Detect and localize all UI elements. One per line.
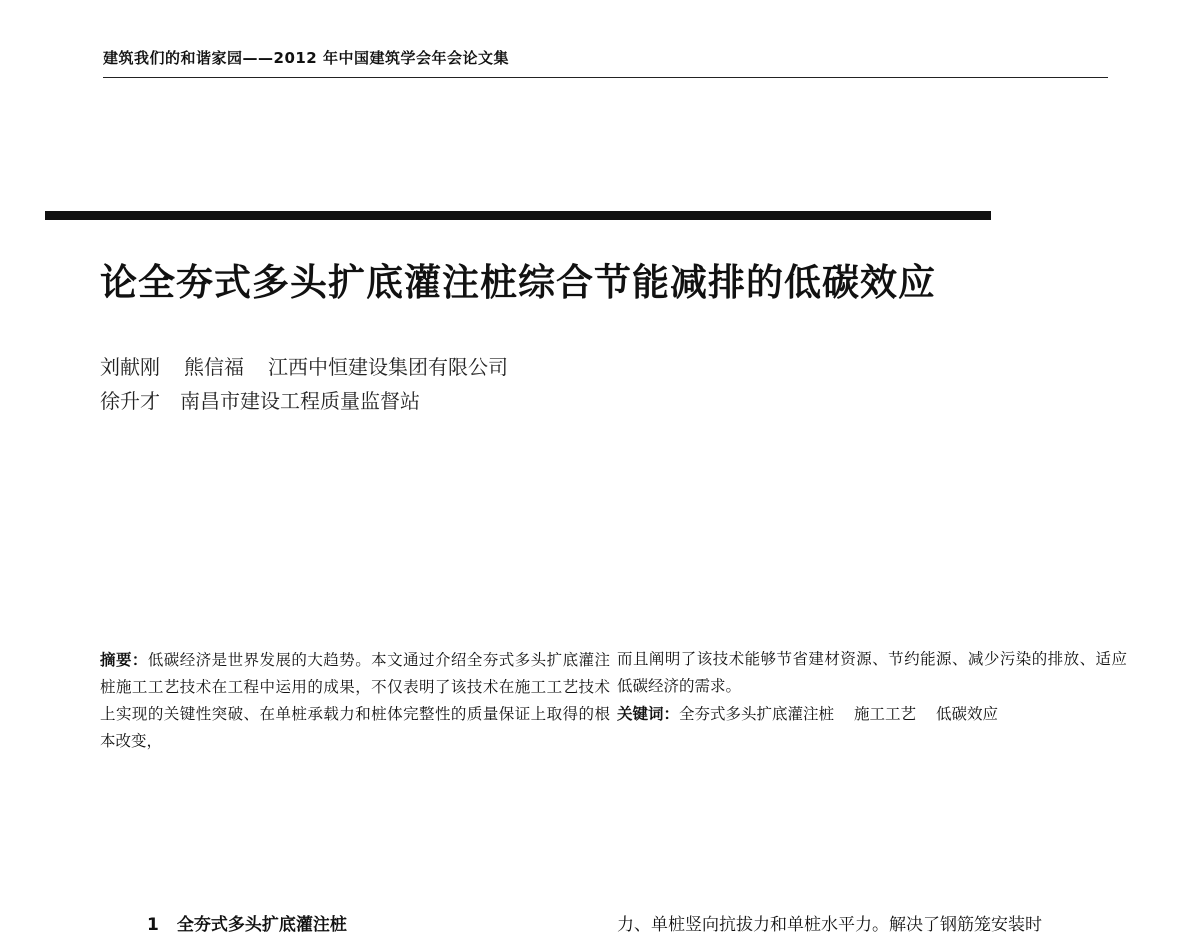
keywords-label: 关键词： xyxy=(617,704,680,723)
author-name: 刘献刚 xyxy=(100,355,160,379)
author-name: 徐升才 xyxy=(100,389,160,413)
section-title: 全夯式多头扩底灌注桩 xyxy=(176,915,347,935)
author-name: 熊信福 xyxy=(184,355,244,379)
abstract-text-right: 而且阐明了该技术能够节省建材资源、节约能源、减少污染的排放、适应低碳经济的需求。 xyxy=(617,650,1127,695)
header-rule xyxy=(103,77,1108,78)
running-header: 建筑我们的和谐家园——2012 年中国建筑学会年会论文集 xyxy=(103,49,509,67)
paper-title: 论全夯式多头扩底灌注桩综合节能减排的低碳效应 xyxy=(100,261,936,304)
author-line-2 xyxy=(100,385,420,414)
author-line-1 xyxy=(100,351,508,380)
abstract-text-left: 低碳经济是世界发展的大趋势。本文通过介绍全夯式多头扩底灌注桩施工工艺技术在工程中运用的成果，不仅表明了该技术在施工工艺技术上实现的关键性突破、在单桩承载力和桩体完整性的质量保证上取得的根本改变， xyxy=(100,651,610,750)
keywords-line xyxy=(617,700,1127,728)
section-number: 1 xyxy=(147,915,159,935)
keyword: 施工工艺 xyxy=(854,705,917,723)
keyword: 全夯式多头扩底灌注桩 xyxy=(679,705,835,723)
author-affiliation: 南昌市建设工程质量监督站 xyxy=(180,389,420,413)
body-text-line: 力、单桩竖向抗拔力和单桩水平力。解决了钢筋笼安装时 xyxy=(617,915,1042,935)
title-bar xyxy=(45,211,991,220)
section-heading xyxy=(147,910,347,935)
abstract-column-left xyxy=(100,646,610,755)
abstract-column-right xyxy=(617,646,1127,728)
keyword: 低碳效应 xyxy=(936,705,999,723)
author-affiliation: 江西中恒建设集团有限公司 xyxy=(268,355,508,379)
abstract-label: 摘要： xyxy=(100,650,148,669)
